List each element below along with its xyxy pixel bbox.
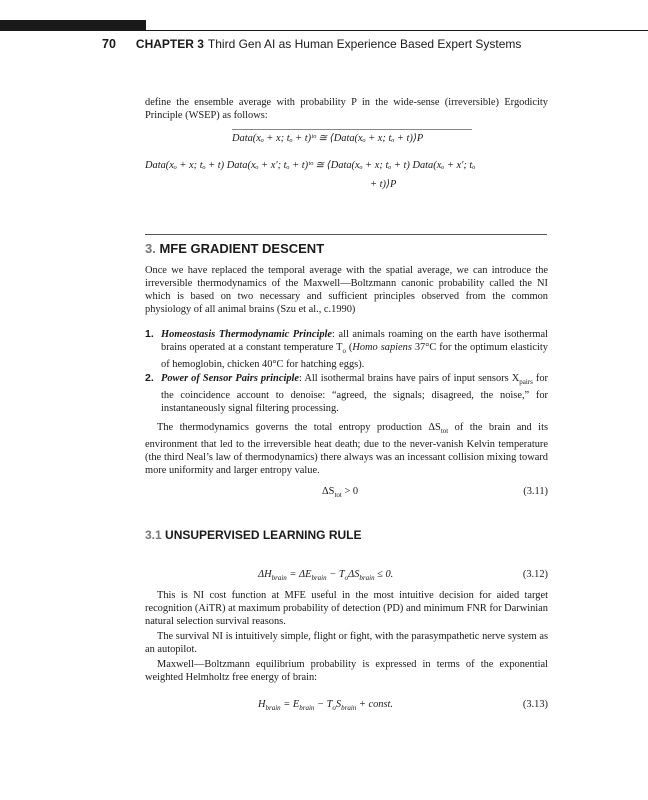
- overline-1: [232, 129, 472, 130]
- section-divider: [145, 234, 547, 235]
- list-term: Power of Sensor Pairs principle: [161, 373, 300, 384]
- running-header: [102, 37, 521, 51]
- equation-wsep-2-line1: Data(xₒ + x; tₒ + t) Data(xₒ + x′; tₒ + t)ᵗᵒ ≅ ⟨Data(xₒ + x; tₒ + t) Data(xₒ + x′; tₒ: [145, 160, 476, 171]
- list-italic: Homo sapiens: [352, 342, 412, 353]
- equation-subscript: tot: [334, 491, 342, 500]
- equation-3-12: $\Delta H_{brain} = \Delta E_{brain} - T_o\Delta S_{brain} \le 0$.: [258, 569, 394, 583]
- section-heading: [145, 241, 324, 256]
- equation-number-3-11: (3.11): [523, 486, 548, 497]
- list-subscript: o: [342, 347, 346, 356]
- list-subscript: pairs: [519, 378, 533, 387]
- list-text: for the coincidence account to denoise: “agreed, the signals; disagreed, the noise,” for instantaneously signal filtering processing.: [161, 373, 548, 415]
- chapter-title: Third Gen AI as Human Experience Based Expert Systems: [207, 37, 522, 51]
- list-text: 37°C for the optimum elasticity of hemoglobin, chicken 40°C for hatching eggs).: [161, 342, 549, 371]
- equation-wsep-1: Data(xₒ + x; tₒ + t)ᵗᵒ ≅ ⟨Data(xₒ + x; tₒ + t)⟩P: [232, 133, 424, 144]
- equation-number-3-13: (3.13): [522, 699, 548, 710]
- section-paragraph-2: [145, 421, 548, 477]
- chapter-label: CHAPTER 3: [135, 37, 204, 51]
- equation-3-13: $H_{brain} = E_{brain} - T_oS_{brain}$ + const.: [258, 699, 394, 713]
- list-term: Homeostasis Thermodynamic Principle: [161, 329, 333, 340]
- equation-text: > 0: [341, 486, 359, 497]
- subsection-paragraph-2: The survival NI is intuitively simple, flight or fight, with the parasympathetic nerve system as an autopilot.: [145, 631, 548, 655]
- equation-wsep-2-line2: + t)⟩P: [370, 179, 397, 190]
- subsection-paragraph-1: This is NI cost function at MFE useful in the most intuitive decision for aided target recognition (AiTR) at maximum probability of detection (PD) and minimum FNR for Darwinian natural selection survival reasons.: [145, 590, 548, 627]
- paragraph-text: of the brain and its environment that led to the irreversible heat death; due to the never-vanish Kelvin temperature (the third Neal’s law of thermodynamics) there always was an incessant collision mixing toward more uniformity and larger entropy value.: [145, 422, 548, 477]
- paragraph-text: The thermodynamics governs the total entropy production ΔS: [157, 422, 441, 433]
- header-rule: [0, 30, 648, 31]
- list-text: : all animals roaming on the earth have isothermal brains operated at a constant temperature T: [161, 329, 548, 353]
- subsection-heading: [145, 528, 362, 542]
- list-text: (: [345, 342, 353, 353]
- list-item: [145, 372, 548, 415]
- subsection-title: UNSUPERVISED LEARNING RULE: [165, 528, 362, 542]
- subsection-paragraph-3: Maxwell—Boltzmann equilibrium probability is expressed in terms of the exponential weighted Helmholtz free energy of brain:: [145, 659, 548, 683]
- section-number: 3.: [145, 241, 156, 256]
- section-title: MFE GRADIENT DESCENT: [159, 241, 325, 256]
- equation-number-3-12: (3.12): [522, 569, 548, 580]
- page-number: 70: [102, 37, 116, 51]
- equation-3-11: [322, 486, 358, 499]
- list-item: [145, 328, 548, 371]
- list-number: 2.: [145, 372, 154, 384]
- subsection-number: 3.1: [145, 528, 162, 542]
- paragraph-subscript: tot: [440, 427, 449, 436]
- section-paragraph-1: Once we have replaced the temporal average with the spatial average, we can introduce the irreversible thermodynamics of the Maxwell—Boltzmann canonic probability called the NI which is based on two necessary and sufficient principles observed from the common physiology of all animal brains (Szu et al., c.1990): [145, 265, 548, 315]
- intro-paragraph: define the ensemble average with probability P in the wide-sense (irreversible) Ergodicity Principle (WSEP) as follows:: [145, 97, 548, 121]
- equation-text: ΔS: [322, 486, 335, 497]
- list-text: : All isothermal brains have pairs of input sensors X: [299, 373, 520, 384]
- list-number: 1.: [145, 328, 154, 340]
